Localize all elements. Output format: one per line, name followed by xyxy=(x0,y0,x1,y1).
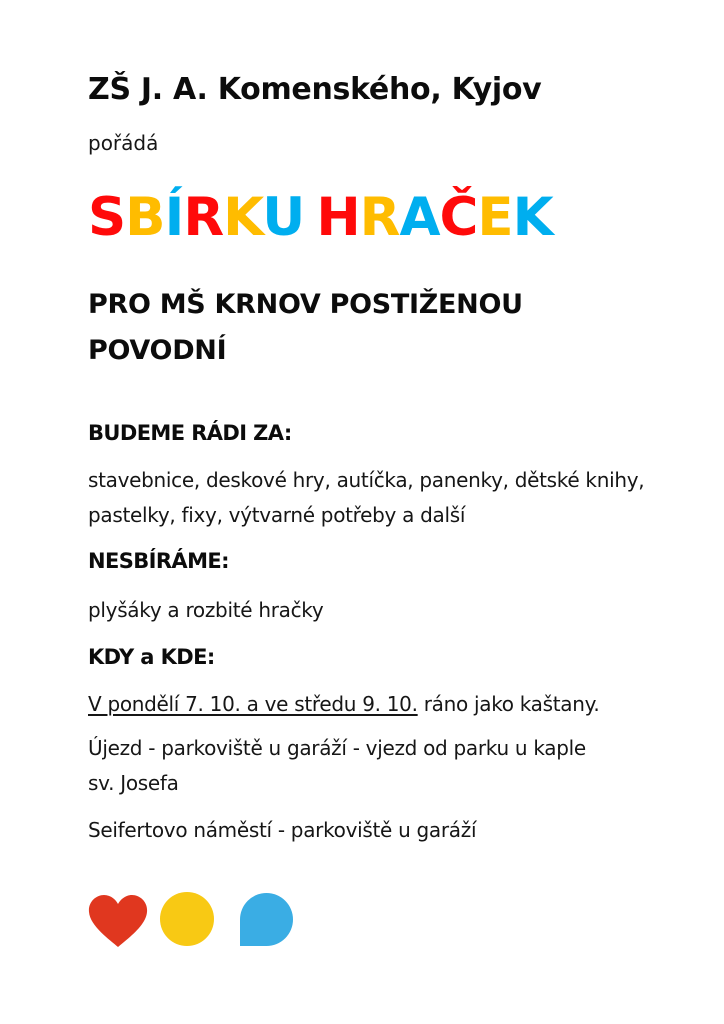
title-letter: K xyxy=(223,187,263,248)
title-letter: R xyxy=(183,187,224,248)
title-letter: A xyxy=(399,187,440,248)
title-letter: H xyxy=(316,187,360,248)
title-word-2 xyxy=(316,186,552,250)
heart-shape xyxy=(89,895,147,947)
dates-line xyxy=(88,687,599,722)
speech-bubble-icon xyxy=(240,893,293,946)
title-letter: E xyxy=(477,187,513,248)
title-letter: S xyxy=(88,187,126,248)
organizer-name: ZŠ J. A. Komenského, Kyjov xyxy=(88,72,542,107)
heart-icon xyxy=(88,894,148,948)
main-title xyxy=(88,186,553,250)
organizes-label: pořádá xyxy=(88,131,159,155)
location-2: Seifertovo náměstí - parkoviště u garáží xyxy=(88,818,477,842)
footer-icons xyxy=(88,892,308,948)
title-letter: R xyxy=(359,187,400,248)
dates-underlined: V pondělí 7. 10. a ve středu 9. 10. xyxy=(88,692,418,716)
circle-icon xyxy=(160,892,214,946)
not-collected-heading: NESBÍRÁME: xyxy=(88,549,229,573)
title-letter: Í xyxy=(164,187,184,248)
wanted-heading: BUDEME RÁDI ZA: xyxy=(88,421,292,445)
title-letter: K xyxy=(512,187,553,248)
dates-rest: ráno jako kaštany. xyxy=(417,692,600,716)
wanted-text: stavebnice, deskové hry, autíčka, panenky, dětské knihy, pastelky, fixy, výtvarné potřeby a další xyxy=(88,468,645,527)
title-letter: B xyxy=(125,187,165,248)
title-letter: Č xyxy=(439,187,478,248)
title-letter: U xyxy=(262,187,305,248)
location-1: Újezd - parkoviště u garáží - vjezd od parku u kaple sv. Josefa xyxy=(88,736,586,795)
not-collected-text: plyšáky a rozbité hračky xyxy=(88,598,324,622)
when-where-heading: KDY a KDE: xyxy=(88,645,215,669)
title-word-1 xyxy=(88,186,304,250)
subtitle: PRO MŠ KRNOV POSTIŽENOU POVODNÍ xyxy=(88,289,523,366)
